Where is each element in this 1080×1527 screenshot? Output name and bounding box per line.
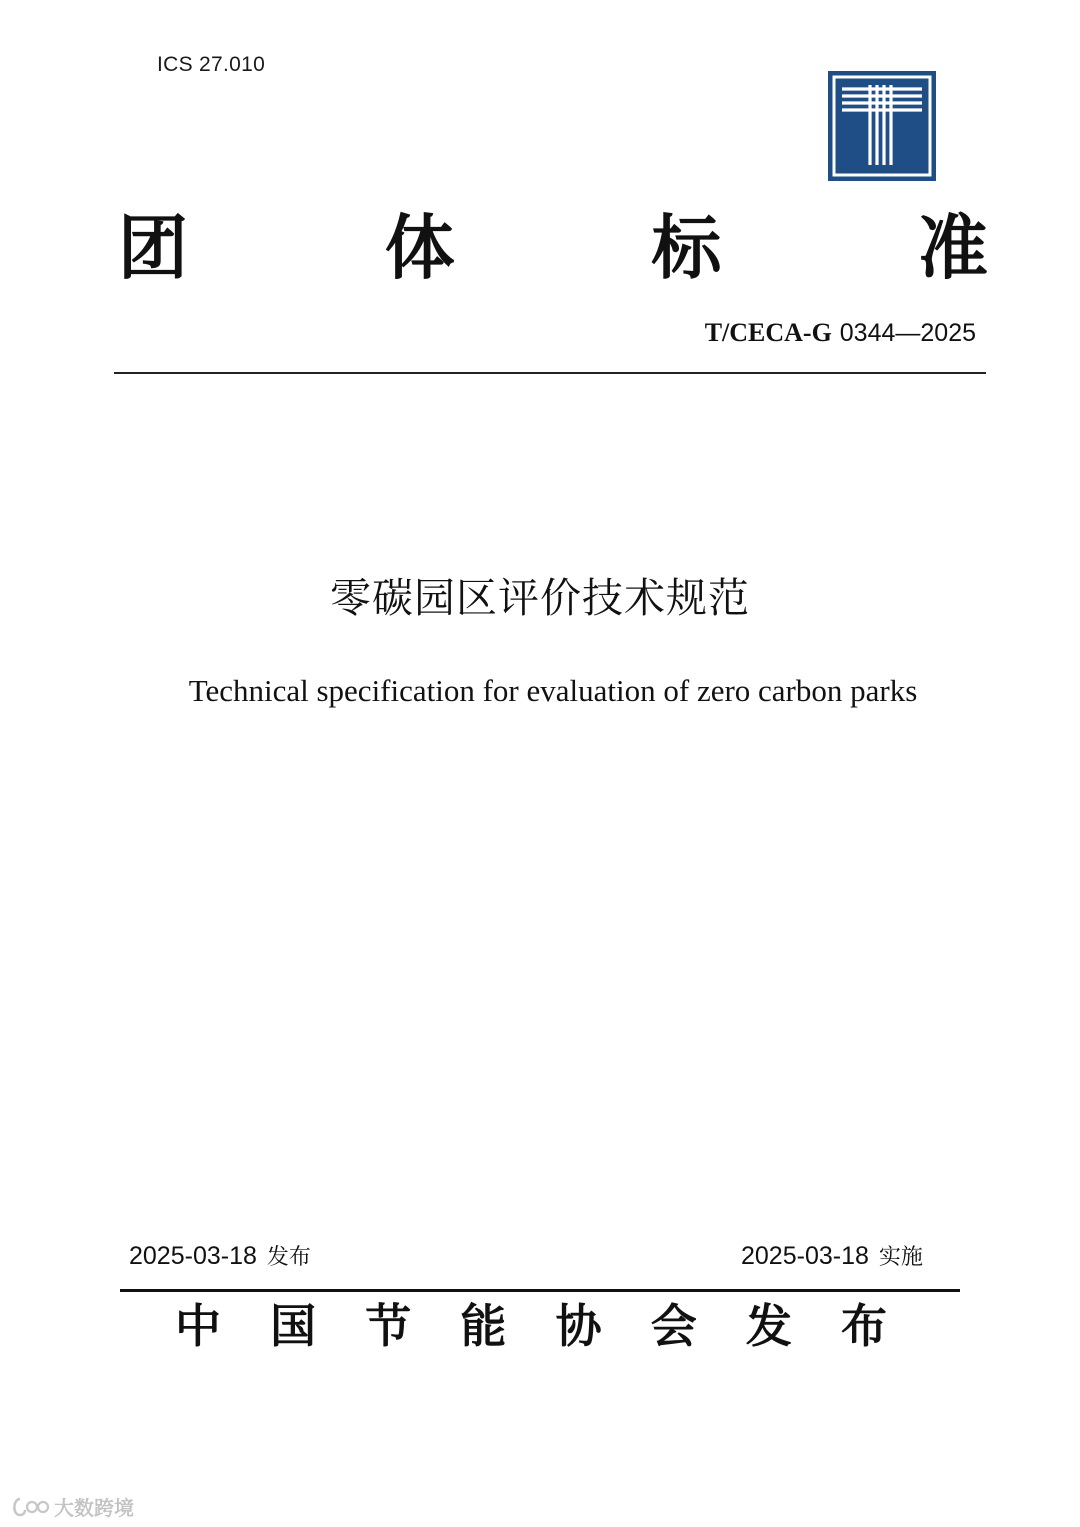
publisher-char: 节 bbox=[365, 1299, 412, 1353]
publisher-char: 协 bbox=[555, 1299, 602, 1353]
group-standard-logo-icon bbox=[828, 71, 936, 181]
watermark-text: 大数跨境 bbox=[54, 1496, 134, 1520]
publisher-line bbox=[175, 1296, 887, 1356]
standard-type-heading bbox=[118, 200, 988, 295]
implement-date: 2025-03-18 bbox=[741, 1242, 869, 1270]
publisher-char: 国 bbox=[270, 1299, 317, 1353]
issue-date-block bbox=[129, 1240, 311, 1271]
publisher-char: 中 bbox=[175, 1299, 221, 1353]
top-divider bbox=[114, 372, 986, 374]
ics-code: ICS 27.010 bbox=[157, 53, 266, 76]
watermark bbox=[10, 1492, 134, 1521]
publisher-char: 会 bbox=[650, 1299, 697, 1353]
publisher-char: 布 bbox=[840, 1299, 887, 1353]
publisher-char: 发 bbox=[745, 1299, 792, 1353]
implement-label: 实施 bbox=[878, 1245, 923, 1270]
standard-type-char: 体 bbox=[384, 206, 455, 289]
standard-type-char: 准 bbox=[917, 206, 988, 289]
standard-number bbox=[705, 318, 976, 348]
standard-number-value: 0344—2025 bbox=[839, 319, 976, 347]
issue-label: 发布 bbox=[266, 1245, 311, 1270]
title-chinese: 零碳园区评价技术规范 bbox=[330, 574, 750, 622]
issue-date: 2025-03-18 bbox=[129, 1242, 257, 1270]
implement-date-block bbox=[741, 1240, 923, 1271]
watermark-logo-icon bbox=[10, 1496, 50, 1518]
bottom-divider bbox=[120, 1289, 960, 1292]
title-english: Technical specification for evaluation of zero carbon parks bbox=[188, 673, 918, 708]
standard-type-char: 标 bbox=[651, 206, 722, 289]
standard-type-char: 团 bbox=[118, 206, 188, 289]
standard-number-prefix: T/CECA-G bbox=[704, 318, 832, 347]
publisher-char: 能 bbox=[460, 1299, 507, 1353]
